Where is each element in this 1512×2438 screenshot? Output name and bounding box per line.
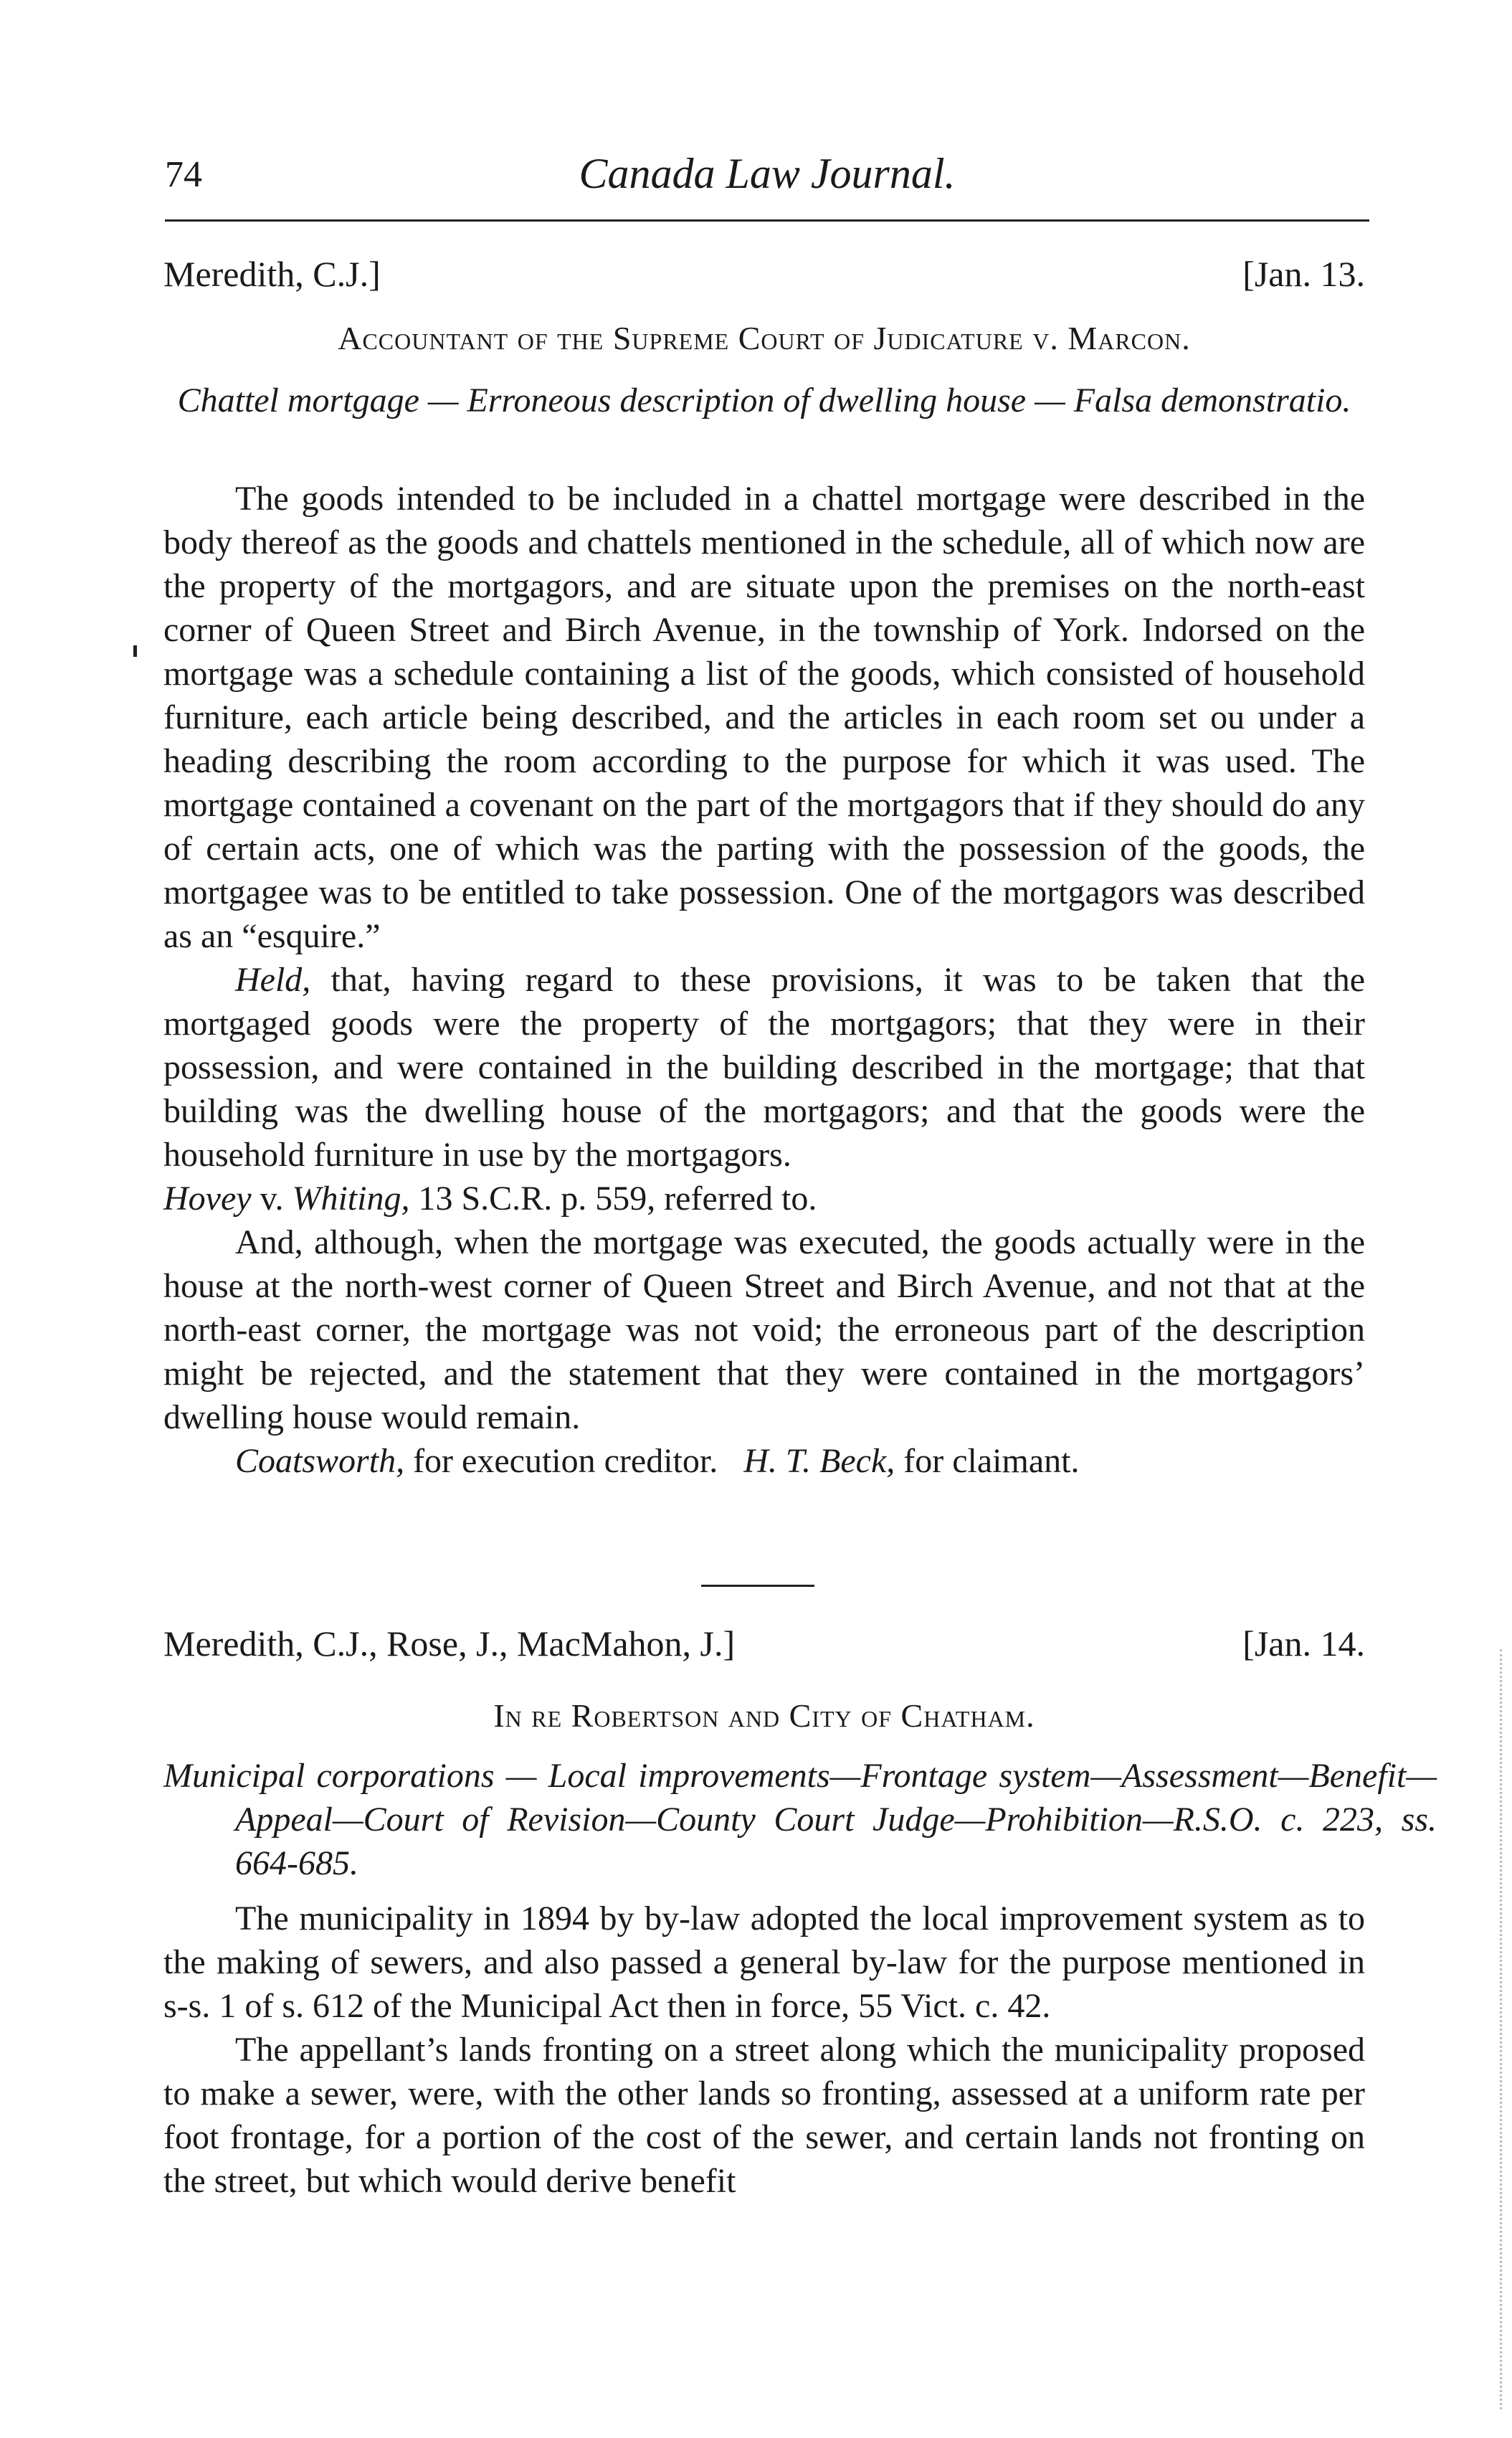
running-header (165, 141, 1369, 219)
case2-judges: Meredith, C.J., Rose, J., MacMahon, J.] (163, 1623, 736, 1664)
counsel2-role: for claimant. (903, 1442, 1080, 1480)
case2-topic: Municipal corporations — Local improvements—Frontage system—Assessment—Benefit—Appeal—Court of Revision—County Court Judge—Prohibition—R.S.O. c. 223, ss. 664-685. (163, 1757, 1437, 1882)
counsel2-name: H. T. Beck, (743, 1442, 895, 1480)
case1-paragraph-1: The goods intended to be included in a chattel mortgage were described in the body thereof as the goods and chattels mentioned in the schedule, all of which now are the property of the mortgagors, and are situate upon the premises on the north-east corner of Queen Street and Birch Avenue, in the township of York. Indorsed on the mortgage was a schedule containing a list of the goods, which consisted of household furniture, each article being described, and the articles in each room set ou under a heading describing the room according to the purpose for which it was used. The mortgage contained a covenant on the part of the mortgagors that if they should do any of certain acts, one of which was the parting with the possession of the goods, the mortgagee was to be entitled to take possession. One of the mortgagors was described as an “esquire.” (163, 480, 1365, 955)
counsel1-name: Coatsworth, (235, 1442, 405, 1480)
case1-heading (163, 252, 1365, 296)
page-edge-speckle (1500, 1649, 1504, 2409)
case1-citation (163, 1177, 1365, 1220)
case1-topic: Chattel mortgage — Erroneous description of dwelling house — Falsa demonstratio. (177, 381, 1351, 419)
counsel1-role: for execution creditor. (413, 1442, 718, 1480)
case1-date: [Jan. 13. (1242, 254, 1365, 294)
case2-paragraph-1: The municipality in 1894 by by-law adopted the local improvement system as to the making of sewers, and also passed a general by-law for the purpose mentioned in s-s. 1 of s. 612 of the Municipal Act then in force, 55 Vict. c. 42. (163, 1899, 1365, 2025)
case2-body (163, 1897, 1365, 2203)
citation-v: v. (260, 1180, 284, 1218)
journal-title: Canada Law Journal. (579, 150, 956, 197)
citation-rest: 13 S.C.R. p. 559, referred to. (418, 1180, 817, 1218)
case2-heading (163, 1622, 1365, 1666)
case2-date: [Jan. 14. (1242, 1623, 1365, 1664)
case1-title: Accountant of the Supreme Court of Judicature v. Marcon. (338, 320, 1191, 356)
case1-judge: Meredith, C.J.] (163, 254, 381, 294)
margin-mark (133, 645, 137, 657)
case1-paragraph-2 (163, 958, 1365, 1177)
held-word: Held, (235, 961, 311, 999)
case1-counsel (163, 1439, 1365, 1483)
case1-body (163, 477, 1365, 1483)
case1-paragraph-3: And, although, when the mortgage was executed, the goods actually were in the house at the north-west corner of Queen Street and Birch Avenue, and not that at the north-east corner, the mortgage was not void; the erroneous part of the description might be rejected, and the statement that they were contained in the mortgagors’ dwelling house would remain. (163, 1223, 1365, 1436)
case1-paragraph-2-text: that, having regard to these provisions, it was to be taken that the mortgaged goods were the property of the mortgagors; that they were in their possession, and were contained in the building described in the mortgage; that that building was the dwelling house of the mortgagors; and that the goods were the household furniture in use by the mortgagors. (163, 961, 1365, 1174)
citation-party: Whiting, (292, 1180, 410, 1218)
section-separator (701, 1585, 814, 1587)
case2-paragraph-2: The appellant’s lands fronting on a street along which the municipality proposed to make a sewer, were, with the other lands so fronting, assessed at a uniform rate per foot frontage, for a portion of the cost of the sewer, and certain lands not fronting on the street, but which would derive benefit (163, 2031, 1365, 2200)
page-number: 74 (165, 154, 202, 195)
case2-title: In re Robertson and City of Chatham. (493, 1697, 1035, 1734)
citation-case: Hovey (163, 1180, 252, 1218)
header-rule (165, 219, 1369, 222)
